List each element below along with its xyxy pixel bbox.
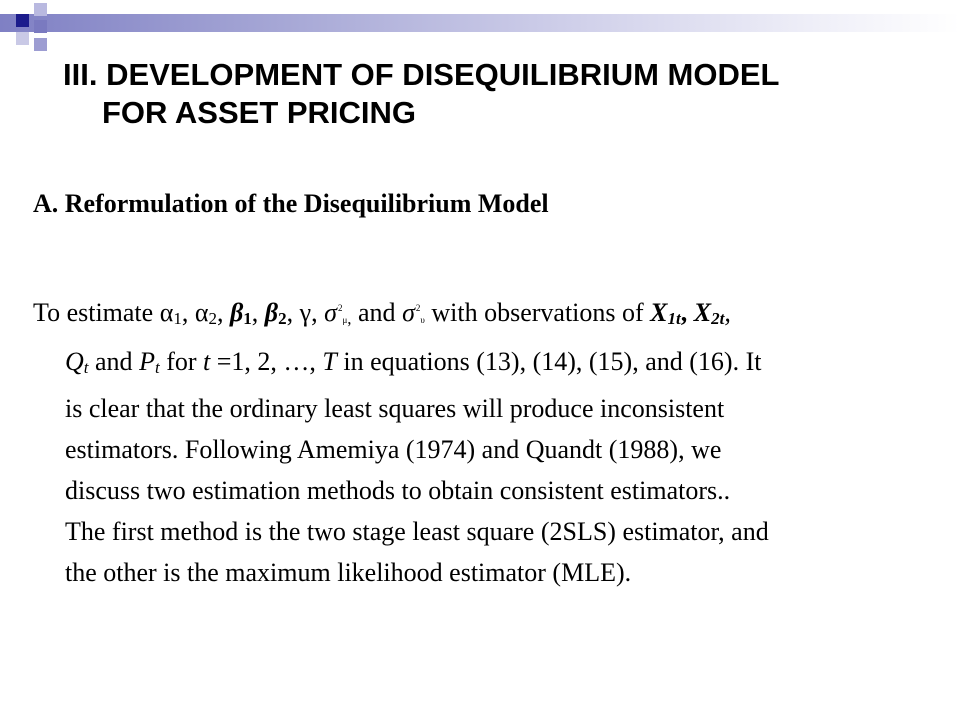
title-line-2: FOR ASSET PRICING [102,95,417,130]
paragraph-line-2: Qt and Pt for t =1, 2, …, T in equations (13), (14), (15), and (16). It [65,347,762,377]
section-heading: A. Reformulation of the Disequilibrium Model [33,189,549,218]
slide-title [63,56,923,132]
paragraph-line-4: estimators. Following Amemiya (1974) and Quandt (1988), we [65,435,722,464]
paragraph-line-6: The first method is the two stage least square (2SLS) estimator, and [65,517,769,546]
paragraph-line-1: To estimate α1, α2, β1, β2, γ, $\sigma^2\mu$, and $\sigma^2\upsilon$ with observations of X1t, X2t, [33,298,731,328]
decor-square-light [16,32,29,45]
paragraph-line-5: discuss two estimation methods to obtain consistent estimators.. [65,476,731,505]
slide-decoration [0,0,960,60]
decor-square-dark [16,14,29,27]
gradient-bar [0,14,960,32]
title-line-1: III. DEVELOPMENT OF DISEQUILIBRIUM MODEL [63,57,780,92]
decor-square-mid [34,20,47,33]
decor-square-mid [34,38,47,51]
paragraph-line-7: the other is the maximum likelihood estimator (MLE). [65,558,632,587]
decor-square-light [34,3,47,16]
paragraph-line-3: is clear that the ordinary least squares will produce inconsistent [65,394,725,423]
body-paragraph [33,288,933,593]
